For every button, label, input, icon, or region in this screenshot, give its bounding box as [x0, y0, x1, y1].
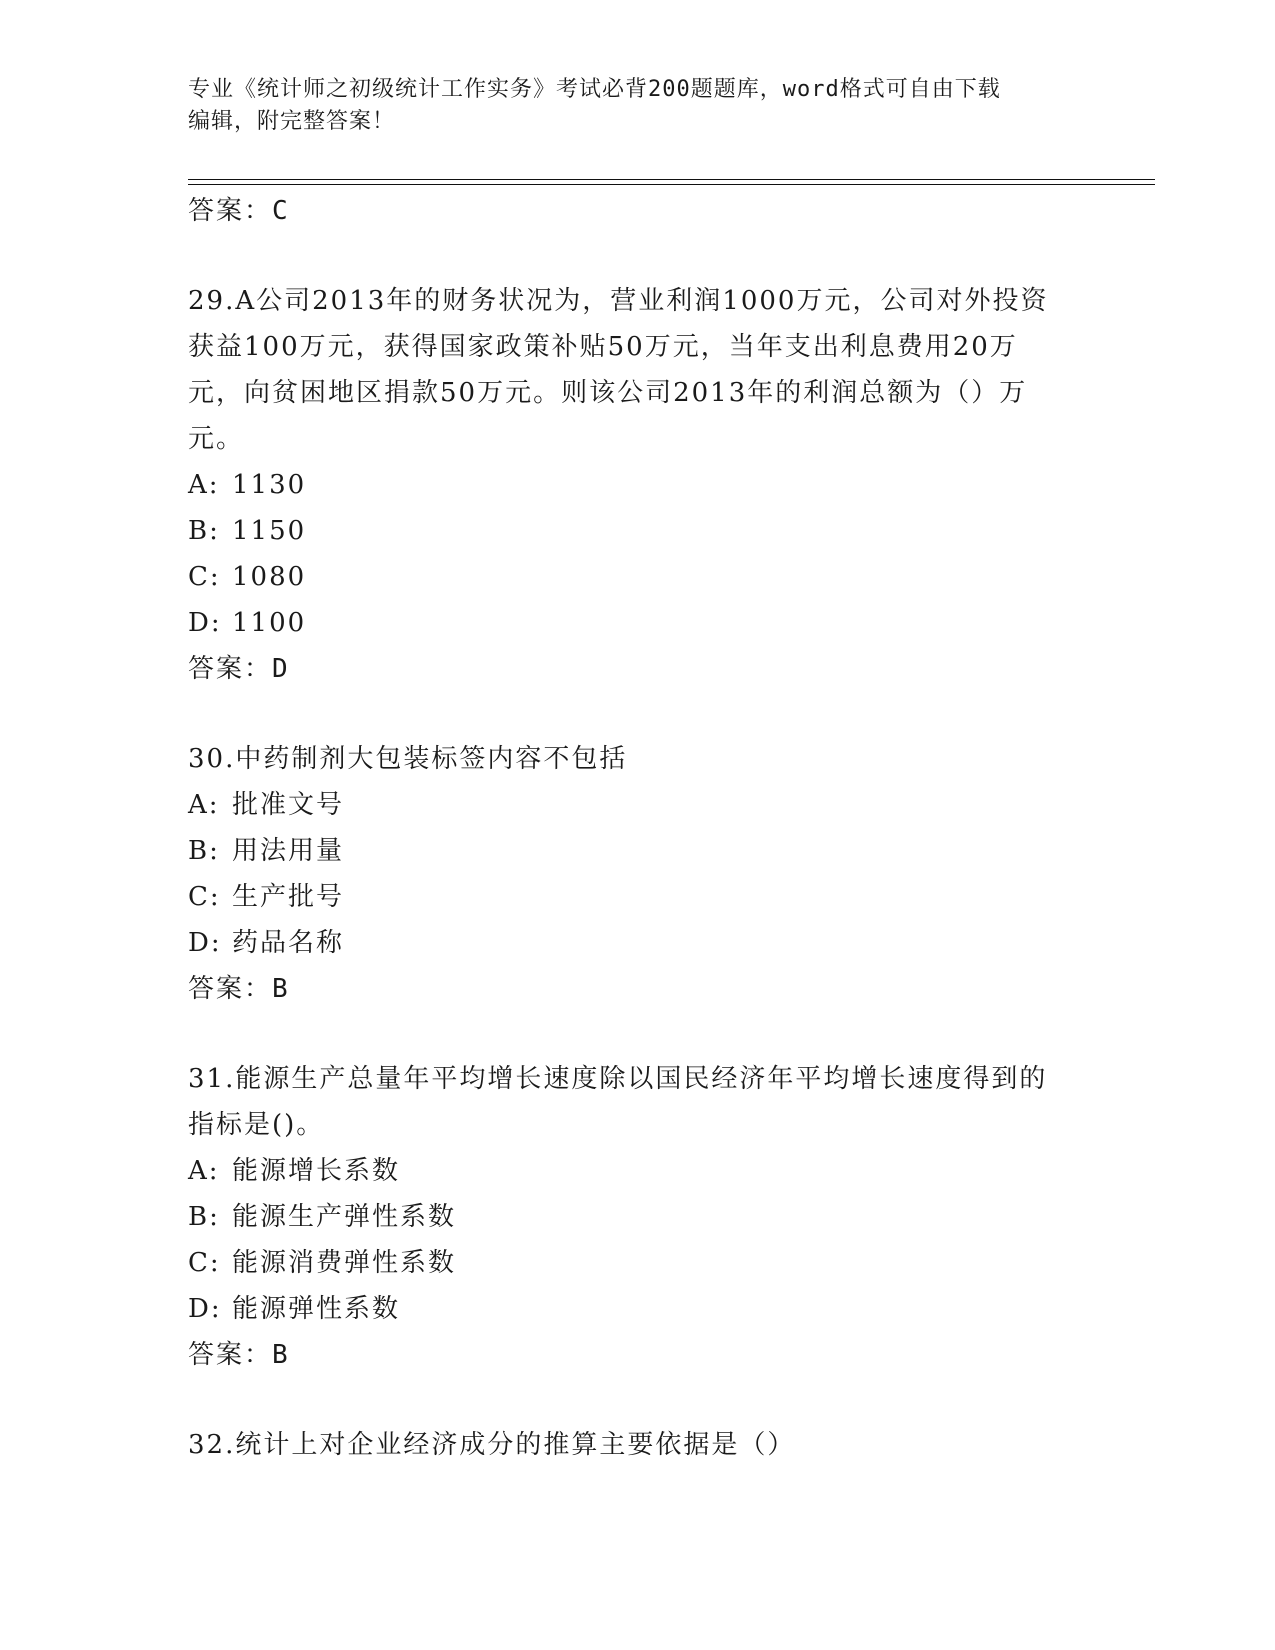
option-key: A: [188, 1156, 220, 1186]
header-divider-top [188, 179, 1155, 180]
question-text-line: 32.统计上对企业经济成分的推算主要依据是（） [188, 1430, 796, 1460]
option-d [188, 600, 1088, 646]
question-text-line: 29.A公司2013年的财务状况为，营业利润1000万元，公司对外投资 [188, 286, 1049, 316]
question-text-line: 指标是()。 [188, 1110, 325, 1140]
option-key: C: [188, 1248, 221, 1278]
option-d [188, 1286, 1088, 1332]
question-29 [188, 278, 1088, 462]
option-text: 药品名称 [232, 928, 345, 958]
option-text: 能源消费弹性系数 [232, 1248, 457, 1278]
option-c [188, 1240, 1088, 1286]
option-a [188, 782, 1088, 828]
header-line-1: 专业《统计师之初级统计工作实务》考试必背200题题库，word格式可自由下载 [188, 77, 1001, 102]
question-31 [188, 1056, 1088, 1148]
question-list [188, 188, 1088, 1468]
option-text: 能源增长系数 [232, 1156, 401, 1186]
option-text: 能源弹性系数 [232, 1294, 401, 1324]
option-a [188, 1148, 1088, 1194]
header-line-2: 编辑，附完整答案！ [188, 109, 396, 134]
option-text: 批准文号 [232, 790, 345, 820]
option-b [188, 828, 1088, 874]
previous-answer: 答案：C [188, 196, 290, 226]
option-a [188, 462, 1088, 508]
option-key: B: [188, 516, 220, 546]
option-key: D: [188, 608, 222, 638]
option-key: D: [188, 1294, 222, 1324]
option-d [188, 920, 1088, 966]
question-text-line: 获益100万元，获得国家政策补贴50万元，当年支出利息费用20万 [188, 332, 1018, 362]
option-key: D: [188, 928, 222, 958]
option-key: B: [188, 1202, 220, 1232]
answer-29: 答案：D [188, 654, 290, 684]
option-key: A: [188, 470, 220, 500]
header-divider-bottom [188, 184, 1155, 185]
option-key: B: [188, 836, 220, 866]
answer-30: 答案：B [188, 974, 290, 1004]
question-text-line: 元。 [188, 424, 245, 454]
answer-31: 答案：B [188, 1340, 290, 1370]
question-32 [188, 1422, 1088, 1468]
option-text: 1130 [232, 470, 307, 500]
question-text-line: 30.中药制剂大包装标签内容不包括 [188, 744, 628, 774]
option-text: 生产批号 [232, 882, 345, 912]
option-key: A: [188, 790, 220, 820]
page-header [188, 74, 1088, 138]
option-text: 1080 [232, 562, 307, 592]
option-b [188, 508, 1088, 554]
option-b [188, 1194, 1088, 1240]
option-c [188, 554, 1088, 600]
option-text: 能源生产弹性系数 [232, 1202, 457, 1232]
question-30 [188, 736, 1088, 782]
option-key: C: [188, 882, 221, 912]
question-text-line: 31.能源生产总量年平均增长速度除以国民经济年平均增长速度得到的 [188, 1064, 1048, 1094]
option-text: 1100 [232, 608, 307, 638]
option-text: 1150 [232, 516, 307, 546]
option-text: 用法用量 [232, 836, 345, 866]
option-key: C: [188, 562, 221, 592]
question-text-line: 元，向贫困地区捐款50万元。则该公司2013年的利润总额为（）万 [188, 378, 1028, 408]
option-c [188, 874, 1088, 920]
